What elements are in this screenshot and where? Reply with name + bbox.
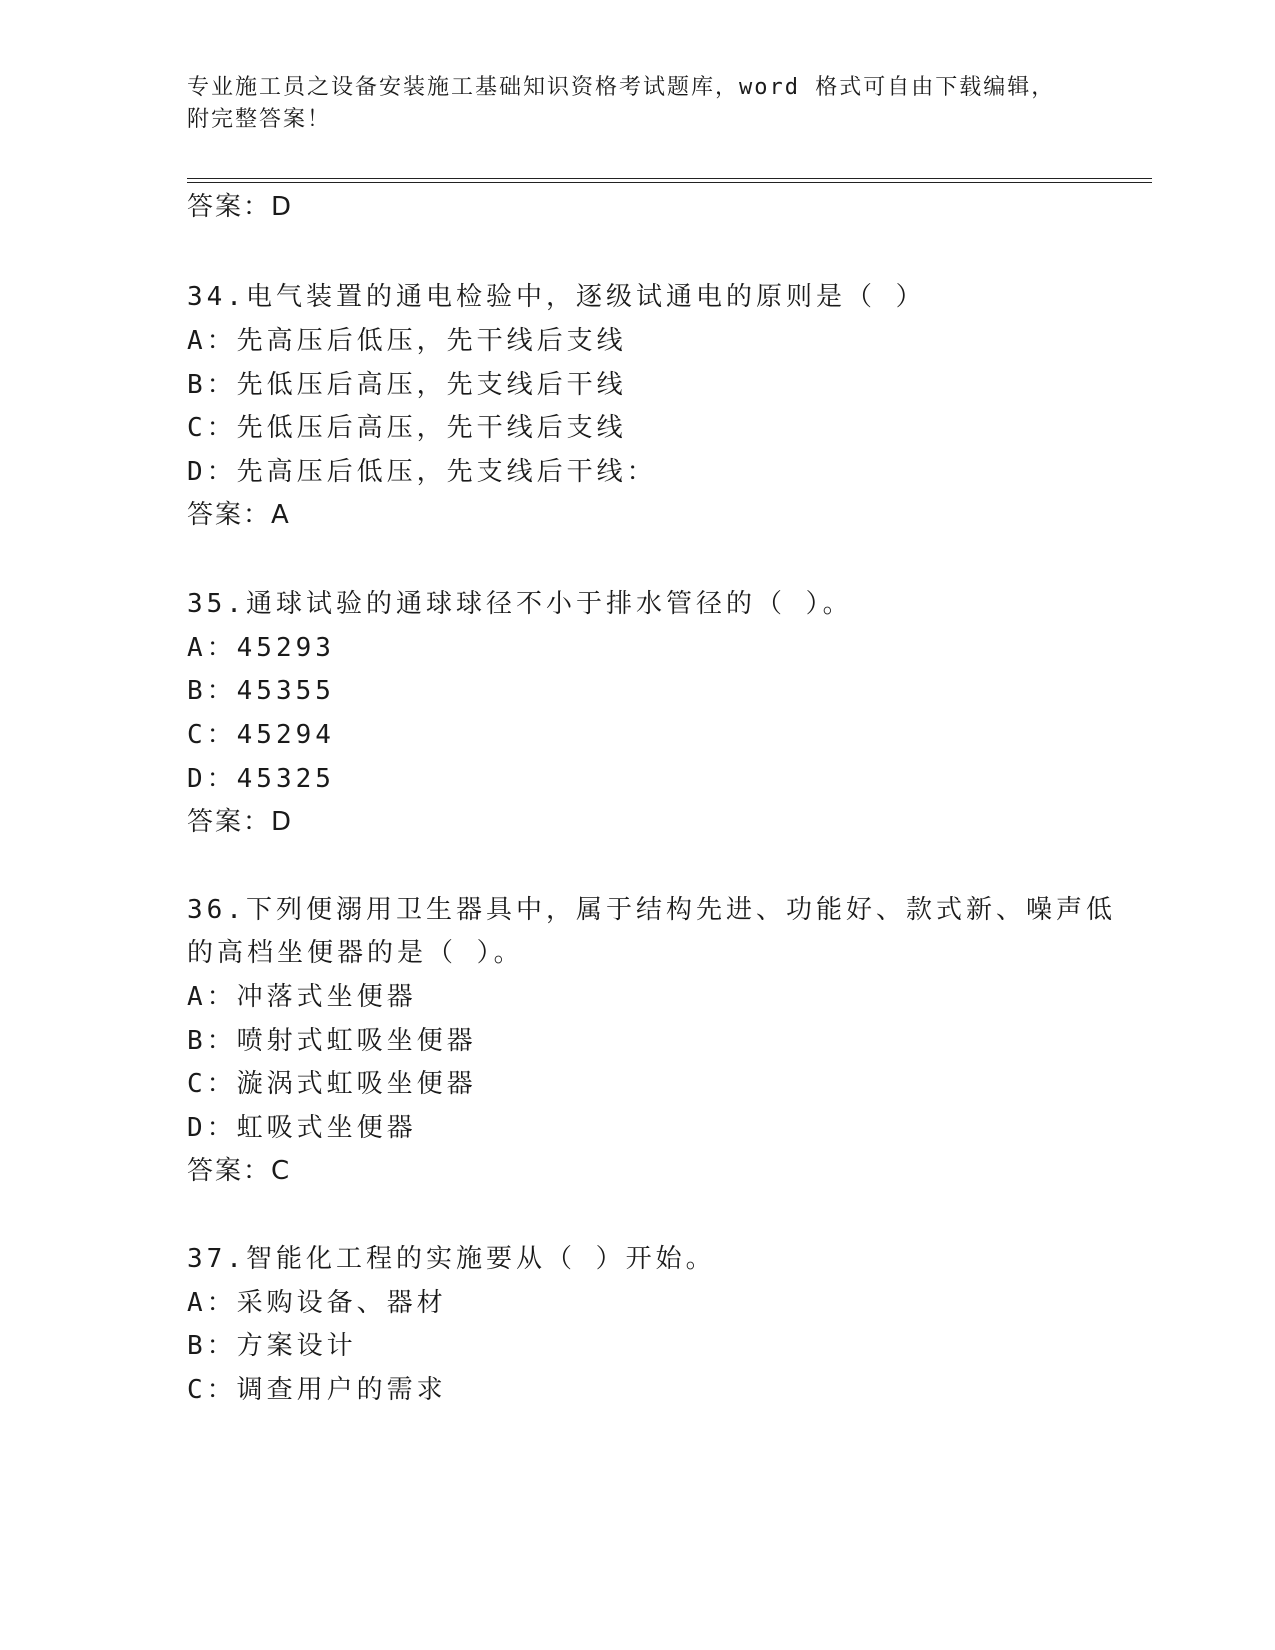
question-34-option-c: C：先低压后高压，先干线后支线 [187, 413, 627, 443]
question-35-stem: 35.通球试验的通球球径不小于排水管径的（ ）。 [187, 589, 853, 619]
question-36-stem-line-2: 的高档坐便器的是（ ）。 [187, 938, 524, 968]
question-35-option-c: C：45294 [187, 720, 335, 750]
question-36-answer: 答案：C [187, 1156, 292, 1186]
header-divider-bottom [187, 182, 1152, 183]
question-36-stem-line-1: 36.下列便溺用卫生器具中，属于结构先进、功能好、款式新、噪声低 [187, 895, 1116, 925]
question-34-option-a: A：先高压后低压，先干线后支线 [187, 326, 627, 356]
header-line-2: 附完整答案！ [187, 107, 332, 132]
question-34-answer: 答案：A [187, 500, 291, 530]
question-35-option-b: B：45355 [187, 676, 335, 706]
answer-line: 答案：D [187, 192, 294, 222]
question-37-stem: 37.智能化工程的实施要从（ ）开始。 [187, 1244, 716, 1274]
question-37-option-b: B：方案设计 [187, 1331, 357, 1361]
question-36-option-b: B：喷射式虹吸坐便器 [187, 1026, 477, 1056]
question-37-option-a: A：采购设备、器材 [187, 1288, 447, 1318]
question-34-stem: 34.电气装置的通电检验中，逐级试通电的原则是（ ） [187, 282, 926, 312]
question-35-option-d: D：45325 [187, 764, 335, 794]
question-36-option-c: C：漩涡式虹吸坐便器 [187, 1069, 477, 1099]
header-divider-top [187, 178, 1152, 179]
question-36-option-d: D：虹吸式坐便器 [187, 1113, 417, 1143]
header-line-1: 专业施工员之设备安装施工基础知识资格考试题库，word 格式可自由下载编辑， [187, 75, 1056, 100]
question-34-option-b: B：先低压后高压，先支线后干线 [187, 370, 627, 400]
question-34-option-d: D：先高压后低压，先支线后干线： [187, 457, 657, 487]
question-37-option-c: C：调查用户的需求 [187, 1375, 447, 1405]
question-36-option-a: A：冲落式坐便器 [187, 982, 417, 1012]
question-35-option-a: A：45293 [187, 633, 335, 663]
question-35-answer: 答案：D [187, 807, 294, 837]
document-header [187, 72, 1087, 136]
